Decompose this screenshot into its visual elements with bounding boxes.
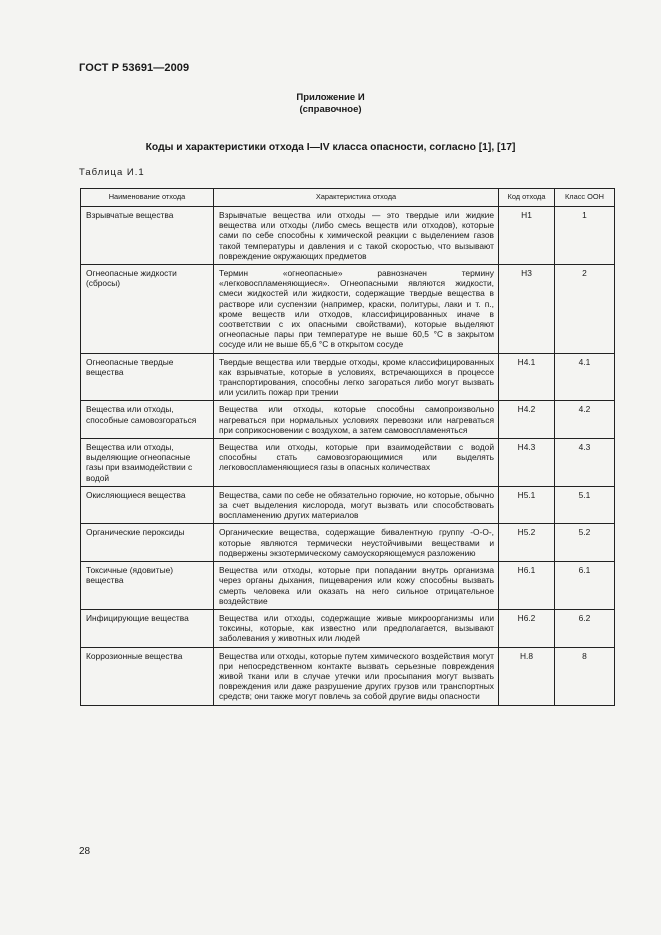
waste-code: Н.8 xyxy=(499,647,555,705)
waste-code: Н6.2 xyxy=(499,609,555,647)
column-header-code: Код отхода xyxy=(499,189,555,207)
waste-name: Окисляющиеся вещества xyxy=(81,486,214,524)
column-header-name: Наименование отхода xyxy=(81,189,214,207)
waste-description: Органические вещества, содержащие бивалентную группу -О-О-, которые являются термически неустойчивыми веществами и подвержены экзотермическому самоускоряющемуся разложению xyxy=(214,524,499,562)
un-class: 4.3 xyxy=(555,439,615,487)
waste-description: Вещества или отходы, которые при взаимодействии с водой способны стать самовозгорающимися или выделять легковоспламеняющиеся газы в опасных количествах xyxy=(214,439,499,487)
un-class: 5.1 xyxy=(555,486,615,524)
waste-name: Вещества или отходы, выделяющие огнеопасные газы при взаимодействии с водой xyxy=(81,439,214,487)
waste-code: Н3 xyxy=(499,265,555,354)
waste-name: Взрывчатые вещества xyxy=(81,207,214,265)
waste-code: Н6.1 xyxy=(499,562,555,610)
waste-code: Н5.1 xyxy=(499,486,555,524)
waste-code: Н4.3 xyxy=(499,439,555,487)
waste-name: Коррозионные вещества xyxy=(81,647,214,705)
table-caption: Таблица И.1 xyxy=(79,167,145,178)
table-row xyxy=(81,647,615,705)
waste-code: Н4.1 xyxy=(499,353,555,401)
un-class: 4.2 xyxy=(555,401,615,439)
waste-description: Вещества или отходы, которые при попадании внутрь организма через органы дыхания, пищеварения или кожу способны вызвать смерть человека или оказать на него сильное отрицательное воздействие xyxy=(214,562,499,610)
appendix-heading xyxy=(0,92,661,116)
waste-name: Инфицирующие вещества xyxy=(81,609,214,647)
waste-code: Н4.2 xyxy=(499,401,555,439)
waste-description: Вещества, сами по себе не обязательно горючие, но которые, обычно за счет выделения кислорода, могут вызвать или способствовать воспламенению других материалов xyxy=(214,486,499,524)
waste-code: Н5.2 xyxy=(499,524,555,562)
column-header-description: Характеристика отхода xyxy=(214,189,499,207)
table-row xyxy=(81,265,615,354)
waste-name: Токсичные (ядовитые) вещества xyxy=(81,562,214,610)
waste-description: Вещества или отходы, которые путем химического воздействия могут при непосредственном контакте вызвать серьезные повреждения живой ткани или в случае утечки или просыпания могут вызвать повреждения или даже разрушение других грузов или транспортных средств; они также могут повлечь за собой другие виды опасности xyxy=(214,647,499,705)
page-number: 28 xyxy=(79,846,91,857)
waste-name: Вещества или отходы, способные самовозгораться xyxy=(81,401,214,439)
table-row xyxy=(81,562,615,610)
un-class: 6.1 xyxy=(555,562,615,610)
waste-description: Вещества или отходы, которые способны самопроизвольно нагреваться при нормальных условиях перевозки или нагреваться при соприкосновении с воздухом, а затем самовоспламеняться xyxy=(214,401,499,439)
column-header-class: Класс ООН xyxy=(555,189,615,207)
un-class: 2 xyxy=(555,265,615,354)
appendix-title: Приложение И xyxy=(296,92,365,103)
table-row xyxy=(81,524,615,562)
waste-description: Взрывчатые вещества или отходы — это твердые или жидкие вещества или отходы (либо смесь веществ или отходов), которые сами по себе способны к химической реакции с выделением газов такой температуры и давления и с такой скоростью, что вызывают повреждение окружающих предметов xyxy=(214,207,499,265)
waste-description: Твердые вещества или твердые отходы, кроме классифицированных как взрывчатые, которые в условиях, встречающихся в процессе транспортирования, способны легко загораться либо могут вызвать или усилить пожар при трении xyxy=(214,353,499,401)
standard-header: ГОСТ Р 53691—2009 xyxy=(79,62,190,74)
table-row xyxy=(81,609,615,647)
un-class: 6.2 xyxy=(555,609,615,647)
table-row xyxy=(81,207,615,265)
table-row xyxy=(81,439,615,487)
waste-description: Термин «огнеопасные» равнозначен термину «легковоспламеняющиеся». Огнеопасными являются жидкости, смеси жидкостей или жидкости, содержащие твердые вещества в растворе или суспензии (например, краски, политуры, лаки и т. п., кроме веществ или отходов, классифицированных иначе в соответствии с их опасными свойствами), которые выделяют огнеопасные пары при температуре не выше 60,5 °С в закрытом сосуде или не выше 65,6 °С в открытом сосуде xyxy=(214,265,499,354)
waste-codes-table xyxy=(80,188,615,706)
table-header-row xyxy=(81,189,615,207)
waste-description: Вещества или отходы, содержащие живые микроорганизмы или токсины, которые, как известно или предполагается, вызывают заболевания у животных или людей xyxy=(214,609,499,647)
waste-code: Н1 xyxy=(499,207,555,265)
document-title: Коды и характеристики отхода I—IV класса опасности, согласно [1], [17] xyxy=(145,142,516,153)
waste-name: Органические пероксиды xyxy=(81,524,214,562)
un-class: 8 xyxy=(555,647,615,705)
un-class: 4.1 xyxy=(555,353,615,401)
waste-name: Огнеопасные жидкости (сбросы) xyxy=(81,265,214,354)
appendix-note: (справочное) xyxy=(299,104,362,115)
un-class: 5.2 xyxy=(555,524,615,562)
table-row xyxy=(81,401,615,439)
table-row xyxy=(81,486,615,524)
waste-name: Огнеопасные твердые вещества xyxy=(81,353,214,401)
table-row xyxy=(81,353,615,401)
un-class: 1 xyxy=(555,207,615,265)
